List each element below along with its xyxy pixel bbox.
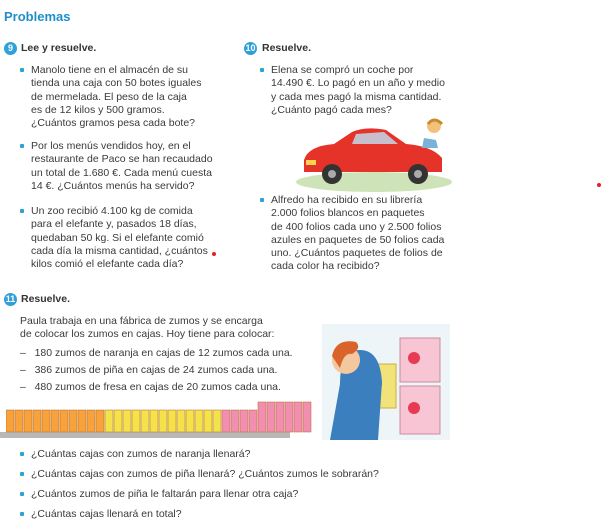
problem-10-heading: Resuelve. [262, 42, 312, 54]
text-line: Alfredo ha recibido en su librería [271, 194, 423, 206]
text-line: para el elefante y, pasados 18 días, [31, 218, 197, 231]
page-title: Problemas [4, 9, 71, 24]
problem-9-item-3 [31, 205, 208, 271]
text-line: cada color ha recibido? [271, 260, 380, 273]
dash-item-1: – 180 zumos de naranja en cajas de 12 zumos cada una. [20, 347, 293, 359]
juice-box [186, 410, 194, 432]
problem-9-item-2 [31, 140, 213, 193]
problem-11-heading: Resuelve. [21, 293, 71, 305]
dash-item-text: 180 zumos de naranja en cajas de 12 zumos cada una. [34, 347, 293, 359]
juice-boxes-conveyor [6, 400, 326, 440]
juice-box [177, 410, 185, 432]
question-3 [31, 488, 298, 501]
juice-box [114, 410, 122, 432]
juice-box [276, 402, 284, 432]
dash-item-2: – 386 zumos de piña en cajas de 24 zumos cada una. [20, 364, 278, 376]
juice-box [303, 402, 311, 432]
juice-box [105, 410, 113, 432]
juice-box [294, 402, 302, 432]
juice-box [150, 410, 158, 432]
text-line: 2.000 folios blancos en paquetes [271, 207, 425, 220]
dash-item-text: 386 zumos de piña en cajas de 24 zumos cada una. [34, 364, 278, 376]
juice-box [240, 410, 248, 432]
car-illustration [294, 118, 454, 192]
text-line: 14 €. ¿Cuántos menús ha servido? [31, 179, 195, 192]
juice-box [285, 402, 293, 432]
text-line: restaurante de Paco se han recaudado [31, 153, 213, 166]
text-line: tienda una caja con 50 botes iguales [31, 77, 202, 90]
text-line: uno. ¿Cuántos paquetes de folios de [271, 247, 443, 260]
question-1 [31, 448, 250, 461]
juice-box [51, 410, 59, 432]
bullet-icon [20, 209, 24, 213]
text-line: es de 12 kilos y 500 gramos. [31, 103, 165, 116]
problem-10-item-1 [271, 64, 445, 117]
text-line: ¿Cuánto pagó cada mes? [271, 103, 392, 116]
juice-box [123, 410, 131, 432]
question-text: ¿Cuántas cajas con zumos de naranja llenará? [31, 448, 251, 460]
text-line: Elena se compró un coche por [271, 64, 414, 76]
text-line: quedaban 50 kg. Si el elefante comió [31, 231, 204, 244]
text-line: Por los menús vendidos hoy, en el [31, 140, 191, 152]
text-line: ¿Cuántos gramos pesa cada bote? [31, 117, 196, 130]
bullet-icon [20, 472, 24, 476]
juice-box [231, 410, 239, 432]
juice-box [96, 410, 104, 432]
red-marker [212, 252, 216, 256]
text-line: kilos comió el elefante cada día? [31, 258, 184, 271]
juice-box [42, 410, 50, 432]
juice-box [60, 410, 68, 432]
juice-box [204, 410, 212, 432]
problem-9-heading: Lee y resuelve. [21, 42, 97, 54]
juice-box [24, 410, 32, 432]
juice-box [195, 410, 203, 432]
bullet-icon [20, 452, 24, 456]
bullet-icon [20, 144, 24, 148]
text-line: y cada mes pagó la misma cantidad. [271, 90, 442, 103]
text-line: 14.490 €. Lo pagó en un año y medio [271, 77, 445, 90]
juice-box [6, 410, 14, 432]
juice-box [159, 410, 167, 432]
juice-box [213, 410, 221, 432]
text-line: Manolo tiene en el almacén de su [31, 64, 189, 76]
juice-box [87, 410, 95, 432]
dash-item-3: – 480 zumos de fresa en cajas de 20 zumos cada una. [20, 381, 281, 393]
juice-box [222, 410, 230, 432]
juice-box [33, 410, 41, 432]
bullet-icon [20, 512, 24, 516]
question-2 [31, 468, 379, 481]
text-line: de colocar los zumos en cajas. Hoy tiene para colocar: [20, 328, 275, 341]
problem-11-number: 11 [5, 294, 16, 304]
problem-9-item-1 [31, 64, 201, 130]
juice-box [15, 410, 23, 432]
dash-item-text: 480 zumos de fresa en cajas de 20 zumos cada una. [34, 381, 281, 393]
juice-box [267, 402, 275, 432]
text-line: Un zoo recibió 4.100 kg de comida [31, 205, 193, 217]
bullet-icon [20, 68, 24, 72]
question-text: ¿Cuántos zumos de piña le faltarán para llenar otra caja? [31, 488, 299, 500]
juice-box [249, 410, 257, 432]
text-line: azules en paquetes de 50 folios cada [271, 233, 445, 246]
bullet-icon [20, 492, 24, 496]
juice-box [132, 410, 140, 432]
juice-box [168, 410, 176, 432]
question-text: ¿Cuántas cajas con zumos de piña llenará? ¿Cuántos zumos le sobrarán? [31, 468, 379, 480]
problem-9-number: 9 [4, 42, 17, 55]
question-4 [31, 508, 182, 521]
juice-box [141, 410, 149, 432]
bullet-icon [260, 68, 264, 72]
juice-box [258, 402, 266, 432]
text-line: cada día la misma cantidad, ¿cuántos [31, 244, 208, 257]
problem-10-number: 10 [245, 43, 256, 53]
text-line: de mermelada. El peso de la caja [31, 90, 187, 103]
red-marker [597, 183, 601, 187]
text-line: Paula trabaja en una fábrica de zumos y se encarga [20, 315, 263, 327]
problem-10-item-2 [271, 194, 444, 274]
text-line: un total de 1.680 €. Cada menú cuesta [31, 166, 212, 179]
bullet-icon [260, 198, 264, 202]
juice-box [78, 410, 86, 432]
text-line: de 400 folios cada uno y 2.500 folios [271, 220, 442, 233]
question-text: ¿Cuántas cajas llenará en total? [31, 508, 182, 520]
juice-box [69, 410, 77, 432]
